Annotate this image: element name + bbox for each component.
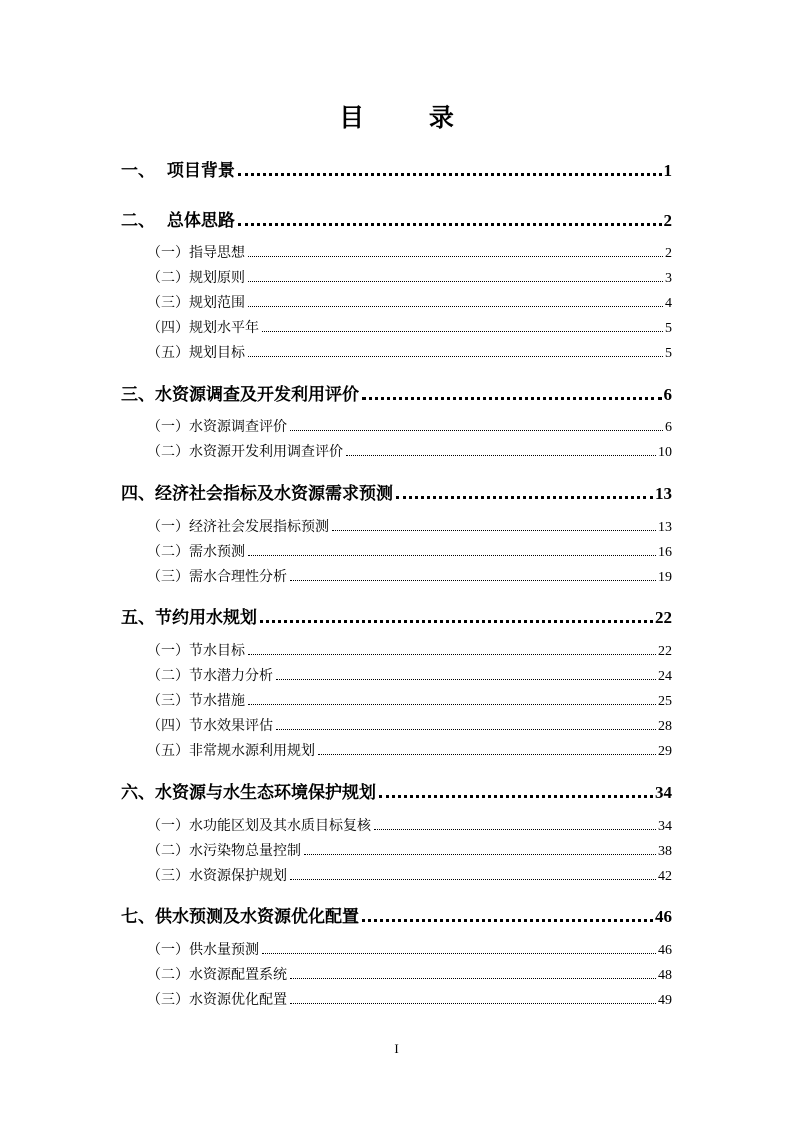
toc-chapter-entry[interactable] xyxy=(121,480,672,504)
toc-section-entry[interactable] xyxy=(147,964,672,984)
toc-entry-label: （三）需水合理性分析 xyxy=(147,569,287,585)
toc-section-entry[interactable] xyxy=(147,715,672,735)
toc-entry-label: （一）供水量预测 xyxy=(147,942,259,958)
toc-entry-page: 2 xyxy=(663,211,672,230)
toc-entry-page: 28 xyxy=(658,719,672,734)
toc-entry-page: 24 xyxy=(658,669,672,684)
toc-section-entry[interactable] xyxy=(147,815,672,835)
toc-entry-page: 3 xyxy=(665,271,672,286)
toc-entry-label: （五）规划目标 xyxy=(147,345,245,361)
toc-section-entry[interactable] xyxy=(147,690,672,710)
toc-entry-page: 16 xyxy=(658,545,672,560)
toc-chapter-entry[interactable] xyxy=(121,779,672,803)
toc-entry-label: 五、节约用水规划 xyxy=(121,608,257,628)
dot-leader xyxy=(362,919,653,922)
dot-leader xyxy=(248,704,656,705)
toc-entry-page: 34 xyxy=(655,783,672,802)
dot-leader xyxy=(396,496,653,499)
toc-entry-label: （二）水资源开发利用调查评价 xyxy=(147,444,343,460)
dot-leader xyxy=(248,281,663,282)
toc-entry-label: 六、水资源与水生态环境保护规划 xyxy=(121,783,376,803)
dot-leader xyxy=(346,455,656,456)
toc-section-entry[interactable] xyxy=(147,541,672,561)
toc-entry-label: 一、 项目背景 xyxy=(121,161,235,181)
toc-entry-label: 七、供水预测及水资源优化配置 xyxy=(121,907,359,927)
toc-entry-page: 49 xyxy=(658,993,672,1008)
dot-leader xyxy=(248,654,656,655)
toc-entry-page: 22 xyxy=(655,608,672,627)
dot-leader xyxy=(362,397,662,400)
toc-section-entry[interactable] xyxy=(147,939,672,959)
toc-entry-page: 29 xyxy=(658,744,672,759)
dot-leader xyxy=(276,729,656,730)
dot-leader xyxy=(238,173,662,176)
toc-section-entry[interactable] xyxy=(147,640,672,660)
toc-entry-label: 四、经济社会指标及水资源需求预测 xyxy=(121,484,393,504)
toc-entry-label: （二）水资源配置系统 xyxy=(147,967,287,983)
toc-section-entry[interactable] xyxy=(147,516,672,536)
toc-entry-label: （一）节水目标 xyxy=(147,643,245,659)
toc-section-entry[interactable] xyxy=(147,342,672,362)
toc-entry-page: 46 xyxy=(658,943,672,958)
dot-leader xyxy=(374,829,656,830)
dot-leader xyxy=(248,256,663,257)
toc-section-entry[interactable] xyxy=(147,989,672,1009)
toc-entry-page: 6 xyxy=(665,420,672,435)
dot-leader xyxy=(318,754,656,755)
toc-chapter-entry[interactable] xyxy=(121,157,672,181)
dot-leader xyxy=(248,306,663,307)
toc-entry-label: （二）规划原则 xyxy=(147,270,245,286)
toc-chapter-entry[interactable] xyxy=(121,903,672,927)
toc-section-entry[interactable] xyxy=(147,242,672,262)
toc-section-entry[interactable] xyxy=(147,665,672,685)
toc-entry-page: 46 xyxy=(655,907,672,926)
toc-entry-page: 5 xyxy=(665,321,672,336)
toc-chapter-entry[interactable] xyxy=(121,604,672,628)
dot-leader xyxy=(276,679,656,680)
page-number: I xyxy=(394,1041,399,1056)
toc-title: 目 录 xyxy=(339,103,482,132)
toc-entry-label: （二）需水预测 xyxy=(147,544,245,560)
toc-chapter-entry[interactable] xyxy=(121,207,672,231)
toc-entry-label: （三）水资源优化配置 xyxy=(147,992,287,1008)
toc-entry-label: 二、 总体思路 xyxy=(121,211,235,231)
toc-entry-page: 48 xyxy=(658,968,672,983)
toc-entry-page: 34 xyxy=(658,819,672,834)
toc-entry-label: （一）水功能区划及其水质目标复核 xyxy=(147,818,371,834)
toc-section-entry[interactable] xyxy=(147,840,672,860)
dot-leader xyxy=(248,555,656,556)
toc-entry-label: （五）非常规水源利用规划 xyxy=(147,743,315,759)
toc-entry-label: 三、水资源调查及开发利用评价 xyxy=(121,385,359,405)
toc-entry-label: （三）水资源保护规划 xyxy=(147,868,287,884)
dot-leader xyxy=(262,953,656,954)
toc-entry-page: 13 xyxy=(655,484,672,503)
toc-entry-page: 38 xyxy=(658,844,672,859)
dot-leader xyxy=(290,879,656,880)
toc-section-entry[interactable] xyxy=(147,566,672,586)
toc-entry-label: （二）水污染物总量控制 xyxy=(147,843,301,859)
toc-section-entry[interactable] xyxy=(147,292,672,312)
dot-leader xyxy=(290,1003,656,1004)
dot-leader xyxy=(262,331,663,332)
toc-section-entry[interactable] xyxy=(147,865,672,885)
toc-section-entry[interactable] xyxy=(147,441,672,461)
toc-section-entry[interactable] xyxy=(147,317,672,337)
toc-entry-page: 4 xyxy=(665,296,672,311)
toc-entry-label: （三）规划范围 xyxy=(147,295,245,311)
dot-leader xyxy=(238,223,662,226)
toc-entry-page: 10 xyxy=(658,445,672,460)
toc-entry-page: 22 xyxy=(658,644,672,659)
toc-section-entry[interactable] xyxy=(147,416,672,436)
toc-entry-page: 5 xyxy=(665,346,672,361)
toc-entry-page: 13 xyxy=(658,520,672,535)
toc-section-entry[interactable] xyxy=(147,740,672,760)
dot-leader xyxy=(290,430,663,431)
toc-entry-page: 6 xyxy=(663,385,672,404)
toc-entry-label: （一）经济社会发展指标预测 xyxy=(147,519,329,535)
toc-section-entry[interactable] xyxy=(147,267,672,287)
dot-leader xyxy=(290,978,656,979)
dot-leader xyxy=(290,580,656,581)
toc-entry-label: （一）水资源调查评价 xyxy=(147,419,287,435)
toc-entry-label: （二）节水潜力分析 xyxy=(147,668,273,684)
dot-leader xyxy=(260,620,653,623)
toc-entry-page: 1 xyxy=(663,161,672,180)
dot-leader xyxy=(332,530,656,531)
toc-entry-label: （一）指导思想 xyxy=(147,245,245,261)
toc-entry-page: 19 xyxy=(658,570,672,585)
toc-entry-page: 25 xyxy=(658,694,672,709)
dot-leader xyxy=(379,795,653,798)
toc-entry-label: （三）节水措施 xyxy=(147,693,245,709)
toc-entry-page: 42 xyxy=(658,869,672,884)
dot-leader xyxy=(304,854,656,855)
toc-chapter-entry[interactable] xyxy=(121,381,672,405)
toc-entry-page: 2 xyxy=(665,246,672,261)
toc-entry-label: （四）节水效果评估 xyxy=(147,718,273,734)
toc-entry-label: （四）规划水平年 xyxy=(147,320,259,336)
dot-leader xyxy=(248,356,663,357)
